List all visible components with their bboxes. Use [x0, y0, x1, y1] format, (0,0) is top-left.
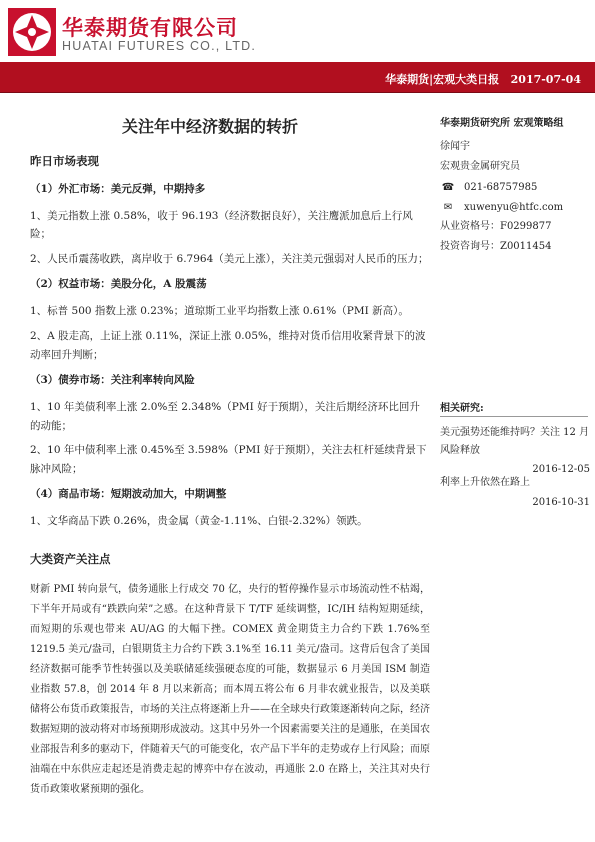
- email-address[interactable]: xuwenyu@htfc.com: [464, 201, 564, 213]
- related-date: 2016-10-31: [532, 496, 590, 508]
- fx-heading: （1）外汇市场：美元反弹，中期持多: [30, 182, 206, 195]
- main-content: [30, 151, 430, 800]
- related-title[interactable]: 利率上升依然在路上: [440, 477, 530, 488]
- org-name: 华泰期货研究所 宏观策略组: [440, 118, 564, 129]
- related-item[interactable]: [440, 474, 590, 511]
- fx-item: 1、美元指数上涨 0.58%，收于 96.193（经济数据良好），关注鹰派加息后上行风险；: [30, 209, 413, 241]
- phone-number: 021-68757985: [464, 181, 538, 193]
- phone-icon: ☎: [441, 181, 455, 193]
- cert-number: 从业资格号：F0299877: [440, 221, 552, 232]
- equity-item: 1、标普 500 指数上涨 0.23%；道琼斯工业平均指数上涨 0.61%（PMI 新高）。: [30, 305, 409, 318]
- focus-paragraph: 财新 PMI 转向景气，债务通胀上行成交 70 亿，央行的暂停操作显示市场流动性不枯竭，下半年开局或有“跌跌向荣”之感。在这种背景下 T/TF 延续调整，IC/IH 结构短期延续，而短期的乐观也带来 AU/AG 的大幅下挫。COMEX 黄金期货主力合约下跌 1.76%至 1219.5 美元/盎司，白银期货主力合约下跌 3.1%至 16.11 美元/盎司。这背后包含了美国经济数据可能季节性转强以及美联储延续强硬态度的可能，数据显示 6 月美国 ISM 制造业指数 57.8，创 2014 年 8 月以来新高；而本周五将公布 6 月非农就业报告，以及美联储将公布货币政策报告，市场的关注点将逐渐上升——在全球央行政策逐渐转向之际，经济数据短期的波动将对市场预期形成波动。这其中另外一个因素需要关注的是通胀，在美国农业部报告利多的驱动下，伴随着天气的可能变化，农产品下半年的走势或存上行风险；而原油端在中东供应走起还是消费走起的博弈中存在波动，再通胀 2.0 在路上，关注其对央行货币政策收紧预期的强化。: [30, 583, 430, 795]
- analyst-name: 徐闻宇: [440, 141, 470, 152]
- equity-heading: （2）权益市场：美股分化，A 股震荡: [30, 278, 207, 291]
- company-name-cn: 华泰期货有限公司: [62, 16, 238, 40]
- commodity-heading: （4）商品市场：短期波动加大，中期调整: [30, 488, 227, 501]
- bond-heading: （3）债券市场：关注利率转向风险: [30, 373, 195, 386]
- author-sidebar: [440, 114, 588, 257]
- header-rule: [0, 92, 595, 93]
- email-row: [440, 197, 588, 217]
- advisory-number: 投资咨询号：Z0011454: [440, 241, 552, 252]
- analyst-role: 宏观贵金属研究员: [440, 161, 520, 172]
- phone-row: [440, 177, 588, 197]
- related-research-label: 相关研究:: [440, 403, 484, 414]
- commodity-item: 1、文华商品下跌 0.26%，贵金属（黄金-1.11%、白银-2.32%）领跌。: [30, 515, 368, 528]
- company-name-en: HUATAI FUTURES CO., LTD.: [62, 39, 257, 53]
- related-divider: [440, 416, 588, 417]
- report-title: 关注年中经济数据的转折: [121, 117, 298, 136]
- report-type-date: 华泰期货|宏观大类日报 2017-07-04: [385, 73, 581, 86]
- related-date: 2016-12-05: [532, 464, 590, 475]
- email-icon: ✉: [443, 201, 453, 213]
- bond-item: 2、10 年中债利率上涨 0.45%至 3.598%（PMI 好于预期），关注去杠杆延续背景下脉冲风险；: [30, 444, 427, 476]
- bond-item: 1、10 年美债利率上涨 2.0%至 2.348%（PMI 好于预期），关注后期经济环比回升的动能；: [30, 400, 420, 432]
- related-title[interactable]: 美元强势还能维持吗？关注 12 月风险释放: [440, 427, 590, 456]
- related-item[interactable]: [440, 424, 590, 479]
- equity-item: 2、A 股走高，上证上涨 0.11%，深证上涨 0.05%，维持对货币信用收紧背景下的波动率回升判断；: [30, 330, 426, 361]
- fx-item: 2、人民币震荡收跌，离岸收于 6.7964（美元上涨），关注美元强弱对人民币的压力；: [30, 253, 429, 266]
- section-heading-focus: 大类资产关注点: [30, 552, 111, 567]
- huatai-logo-icon: [8, 8, 56, 56]
- section-heading-yesterday: 昨日市场表现: [30, 154, 99, 168]
